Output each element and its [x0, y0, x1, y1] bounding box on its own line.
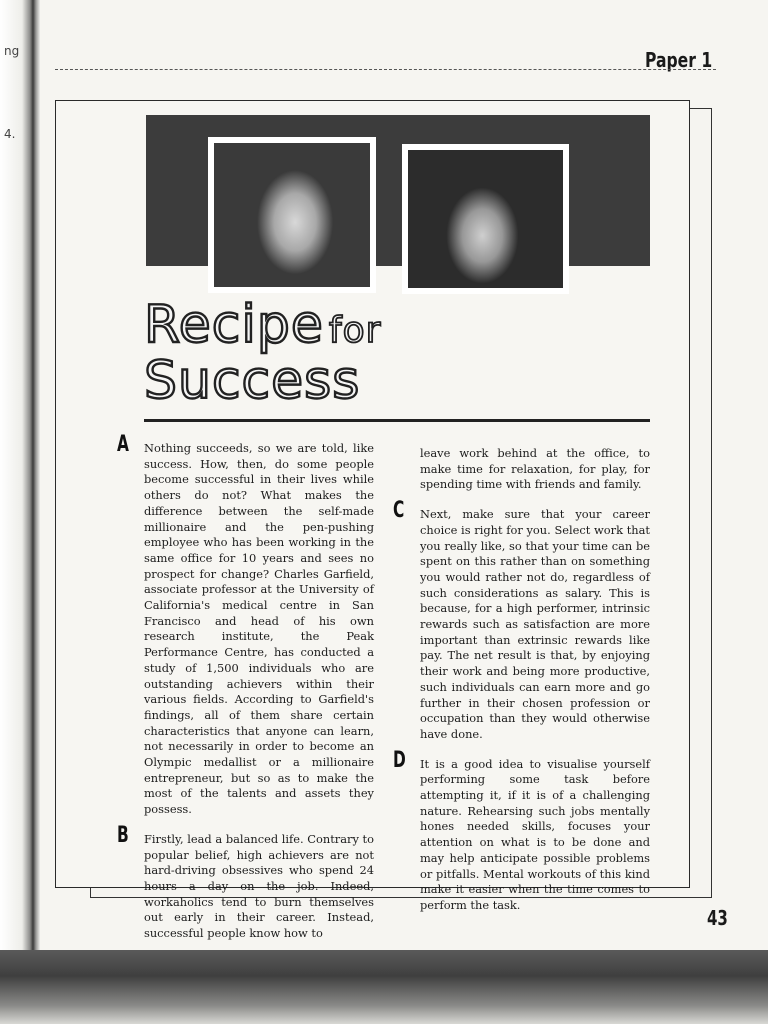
section-letter-d: D — [393, 747, 406, 773]
paragraph-a: Nothing succeeds, so we are told, like success. How, then, do some people become successful in their lives while others do not? What makes the difference between the self-made millionaire and the pen-pushing employee who has been working in the same office for 10 years and sees no prospect for change? Charles Garfield, associate professor at the University of California's medical centre in San Francisco and head of his own research institute, the Peak Performance Centre, has conducted a study of 1,500 individuals who are outstanding achievers within their various fields. According to Garfield's findings, all of them share certain characteristics that anyone can learn, not necessarily in order to become an Olympic medallist or a millionaire entrepreneur, but so as to make the most of the talents and assets they possess. — [144, 441, 374, 817]
page-number: 43 — [707, 906, 728, 930]
book-spine-shadow — [0, 0, 40, 950]
column-right — [393, 446, 650, 928]
section-letter-b: B — [117, 822, 129, 848]
section-letter-a: A — [117, 432, 129, 457]
paragraph-c: Next, make sure that your career choice is right for you. Select work that you really like, so that your time can be spent on this rather than on something you would rather not do, regardless of such considerations as salary. This is because, for a high performer, intrinsic rewards such as satisfaction are more important than extrinsic rewards like pay. The net result is that, by enjoying their work and being more productive, such individuals can earn more and go further in their chosen profession or occupation than they would otherwise have done. — [420, 507, 650, 741]
photo-woman — [402, 144, 569, 294]
section-a — [117, 432, 374, 818]
section-b — [117, 822, 374, 942]
photo-man-image — [214, 143, 370, 287]
title-word-for: for — [328, 310, 382, 351]
article-title — [144, 295, 382, 411]
paragraph-d: It is a good idea to visualise yourself performing some task before attempting it, if it is of a challenging nature. Rehearsing such jobs mentally hones needed skills, focuses your attention on what is to be done and may help anticipate possible problems or pitfalls. Mental workouts of this kind make it easier when the time comes to perform the task. — [420, 756, 650, 912]
title-underline — [144, 419, 650, 422]
paper-label: Paper 1 — [644, 48, 712, 72]
paragraph-b-continued: leave work behind at the office, to make time for relaxation, for play, for spending time with friends and family. — [420, 446, 650, 492]
scan-bottom-shadow — [0, 950, 768, 1024]
section-b-continued — [420, 446, 650, 493]
header-rule — [55, 69, 716, 70]
column-left — [117, 432, 374, 956]
margin-number: 4. — [4, 127, 16, 141]
section-d — [393, 747, 650, 914]
section-c — [393, 498, 650, 743]
paragraph-b: Firstly, lead a balanced life. Contrary to popular belief, high achievers are not hard-driving obsessives who spend 24 hours a day on the job. Indeed, workaholics tend to burn themselves out early in their career. Instead, successful people know how to — [144, 831, 374, 941]
article-frame — [55, 100, 690, 941]
photo-man — [208, 137, 376, 293]
title-word-recipe: Recipe — [144, 295, 324, 355]
margin-fragment: ng — [4, 44, 20, 58]
photo-woman-image — [408, 150, 563, 288]
title-word-success: Success — [144, 351, 361, 411]
section-letter-c: C — [393, 498, 405, 524]
